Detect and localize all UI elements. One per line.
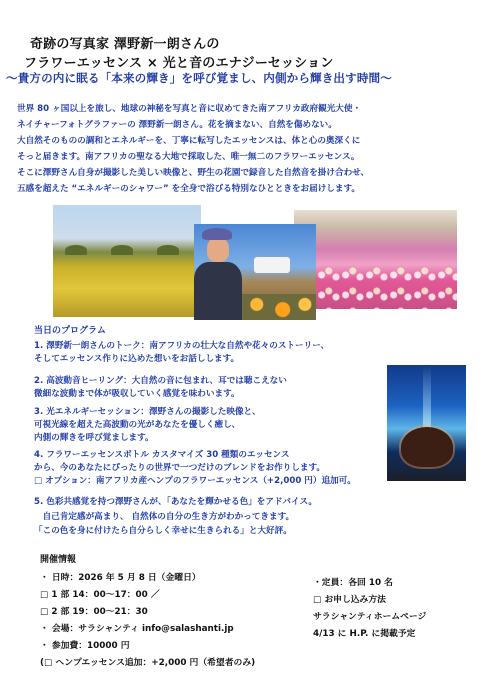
program-line: 微細な波動まで体が吸収していく感覚を味わいます。 [34, 389, 240, 399]
shirt-shape [194, 262, 242, 320]
program-line: 「この色を身に付けたら自分らしく幸せに生きられる」と大好評。 [34, 526, 292, 536]
program-line: 自己肯定感が高まり、 自然体の自分の生き方がわかってきます。 [34, 511, 295, 522]
program-item-4 [34, 449, 394, 488]
application-method-label: □ お申し込み方法 [313, 595, 386, 605]
desert-flower-field-photo [53, 205, 201, 317]
bush-shape [157, 245, 179, 255]
glowing-stone-photo [387, 365, 466, 481]
program-title: 当日のプログラム [34, 326, 106, 336]
intro-line: 世界 80 ヶ国以上を旅し、地球の神秘を写真と音に収めてきた南アフリカ政府観光大使・ [17, 104, 362, 114]
rock-shape [401, 427, 453, 467]
intro-text [17, 101, 487, 197]
hat-shape [202, 228, 232, 240]
posting-date: 4/13 に H.P. に掲載予定 [313, 629, 416, 639]
event-info [40, 570, 255, 672]
hemp-option-fee: (□ ヘンプエッセンス追加：+2,000 円（希望者のみ) [40, 658, 256, 668]
face-shape [207, 238, 229, 262]
program-line: 可視光線を超えた高波動の光があなたを優しく癒し、 [34, 420, 241, 430]
program-item-5 [34, 495, 317, 539]
program-line: 1. 澤野新一朗さんのトーク：南アフリカの壮大な自然や花々のストーリー、 [34, 341, 330, 351]
bush-shape [65, 245, 87, 255]
capacity: ・定員：各回 10 名 [313, 578, 393, 588]
title-line-1: 奇跡の写真家 澤野新一朗さんの [30, 37, 220, 52]
event-date: ・ 日時：2026 年 5 月 8 日（金曜日） [40, 573, 201, 583]
application-site: サラシャンティホームページ [313, 612, 427, 622]
title-line-2: フラワーエッセンス × 光と音のエナジーセッション [24, 56, 334, 71]
program-item-1 [34, 340, 394, 366]
program-line: そしてエッセンス作りに込めた想いをお話しします。 [34, 354, 240, 364]
intro-line: ネイチャーフォトグラファーの 澤野新一朗さん。花を摘まない、自然を傷めない。 [17, 120, 337, 130]
truck-shape [254, 257, 290, 273]
intro-line: そっと届きます。南アフリカの聖なる大地で採取した、唯一無二のフラワーエッセンス。 [17, 152, 360, 162]
session-1-time: □ 1 部 14：00〜17：00 ／ [40, 590, 160, 600]
event-venue: ・ 会場：サラシャンティ info@salashanti.jp [40, 624, 234, 634]
program-line: 内側の輝きを呼び覚まします。 [34, 433, 154, 443]
application-info [313, 575, 426, 643]
program-line: □ オプション：南アフリカ産ヘンプのフラワーエッセンス（+2,000 円）追加可。 [34, 476, 356, 486]
program-line: から、今のあなたにぴったりの世界で一つだけのブレンドをお作りします。 [34, 463, 325, 473]
event-info-title: 開催情報 [40, 555, 77, 565]
intro-line: 五感を超えた “エネルギーのシャワー” を全身で浴びる特別なひとときをお届けします。 [17, 184, 360, 194]
orange-flowers-shape [242, 294, 316, 320]
program-line: 3. 光エネルギーセッション：澤野さんの撮影した映像と、 [34, 407, 261, 417]
session-2-time: □ 2 部 19：00〜21：30 [40, 607, 148, 617]
photographer-portrait-photo [194, 224, 316, 320]
bush-shape [111, 245, 133, 255]
program-item-2 [34, 375, 394, 401]
subtitle: 〜貴方の内に眠る「本来の輝き」を呼び覚まし、内側から輝き出す時間〜 [6, 71, 392, 85]
intro-line: そこに澤野さん自身が撮影した美しい映像と、野生の花園で録音した自然音を掛け合わせ、 [17, 168, 370, 178]
program-line: 5. 色彩共感覚を持つ澤野さんが、「あなたを輝かせる色」をアドバイス。 [34, 497, 317, 507]
pink-flower-field-photo [294, 210, 457, 309]
event-fee: ・ 参加費：10000 円 [40, 641, 130, 651]
intro-line: 大自然そのものの調和とエネルギーを、丁寧に転写したエッセンスは、体と心の奥深くに [17, 136, 361, 146]
program-line: 2. 高波動音ヒーリング：大自然の音に包まれ、耳では聴こえない [34, 376, 287, 386]
program-item-3 [34, 406, 394, 445]
program-line: 4. フラワーエッセンスボトル カスタマイズ 30 種類のエッセンス [34, 450, 290, 460]
